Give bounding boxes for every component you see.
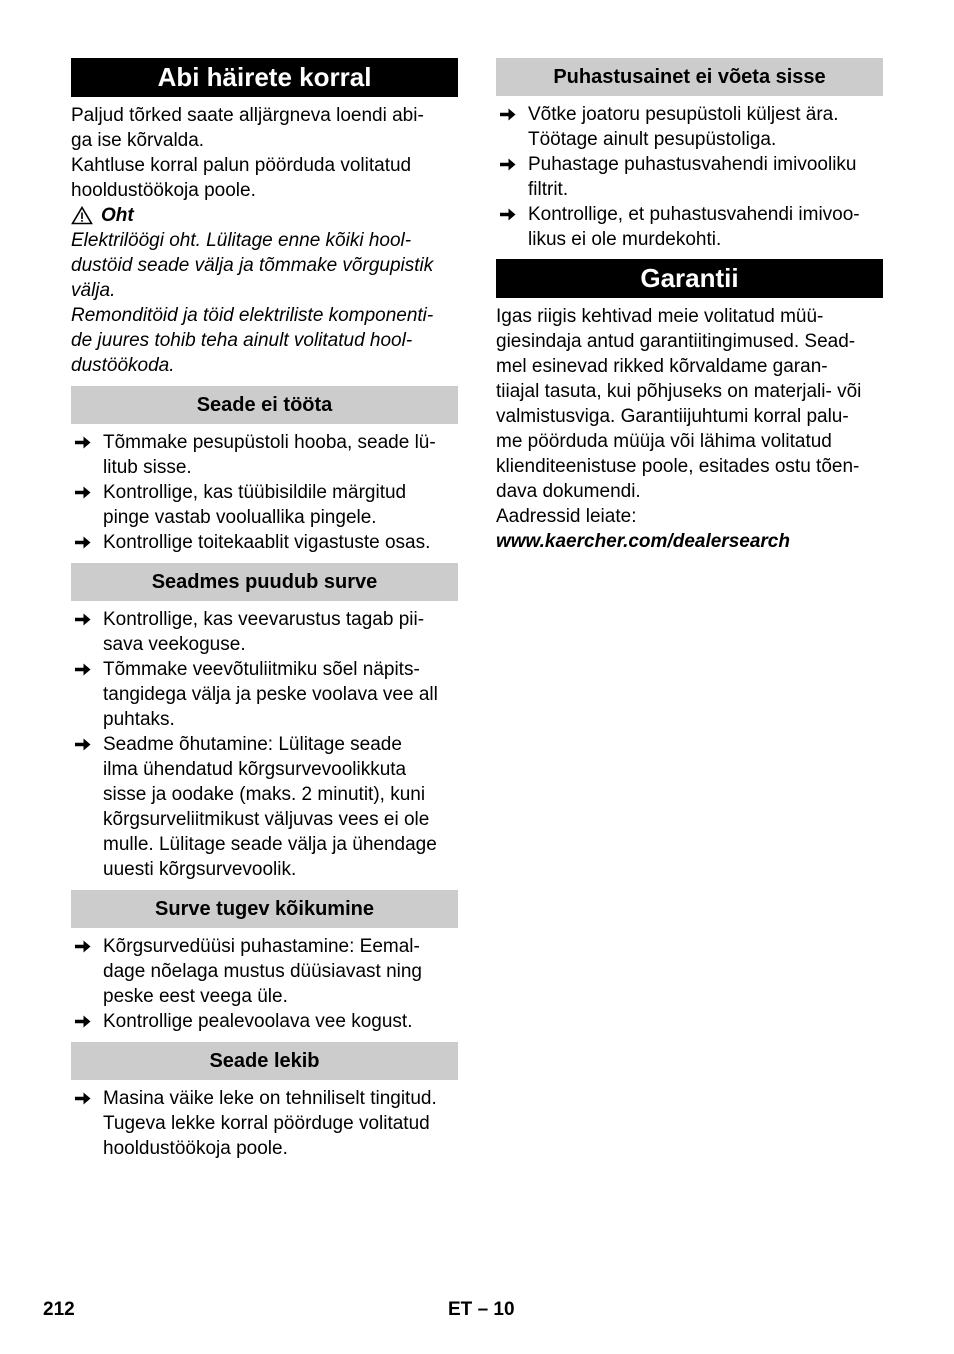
- step-text: Seadme õhutamine: Lülitage seade: [103, 734, 402, 755]
- section-heading: Seade lekib: [71, 1042, 458, 1080]
- arrow-right-icon: [75, 1015, 91, 1028]
- step-text: uuesti kõrgsurvevoolik.: [103, 859, 297, 880]
- step-list: [71, 934, 458, 1034]
- step-text: Kontrollige, kas tüübisildile märgitud: [103, 482, 407, 503]
- step-text: hooldustöökoja poole.: [103, 1138, 288, 1159]
- step-text: Kontrollige toitekaablit vigastuste osas.: [103, 532, 431, 553]
- arrow-right-icon: [500, 158, 516, 171]
- step-item: [71, 607, 458, 657]
- warning-label: Oht: [101, 205, 134, 226]
- step-text: sisse ja oodake (maks. 2 minutit), kuni: [103, 784, 426, 805]
- step-text: peske eest veega üle.: [103, 986, 288, 1007]
- step-item: [496, 152, 883, 202]
- step-text: kõrgsurveliitmikust väljuvas vees ei ole: [103, 809, 430, 830]
- step-item: [71, 732, 458, 882]
- section-heading: Seade ei tööta: [71, 386, 458, 424]
- step-item: [71, 1086, 458, 1161]
- step-item: [71, 934, 458, 1009]
- arrow-right-icon: [500, 208, 516, 221]
- arrow-right-icon: [75, 1092, 91, 1105]
- step-list: [71, 607, 458, 882]
- left-column: [71, 58, 458, 1161]
- text-line: dustöökoda.: [71, 355, 175, 376]
- step-text: Tõmmake veevõtuliitmiku sõel näpits-: [103, 659, 420, 680]
- footer-section-page: – 10: [477, 1299, 515, 1320]
- step-text: mulle. Lülitage seade välja ja ühendage: [103, 834, 437, 855]
- section-heading: Puhastusainet ei võeta sisse: [496, 58, 883, 96]
- text-line: me pöörduda müüja või lähima volitatud: [496, 431, 832, 452]
- text-line: mel esinevad rikked kõrvaldame garan-: [496, 356, 828, 377]
- arrow-right-icon: [75, 536, 91, 549]
- troubleshooting-sections: [71, 386, 458, 1161]
- step-list: [71, 1086, 458, 1161]
- step-text: puhtaks.: [103, 709, 175, 730]
- step-text: Töötage ainult pesupüstoliga.: [528, 129, 777, 150]
- step-item: [496, 102, 883, 152]
- step-item: [496, 202, 883, 252]
- section-heading: Seadmes puudub surve: [71, 563, 458, 601]
- step-text: Kontrollige, kas veevarustus tagab pii-: [103, 609, 425, 630]
- guarantee-text: [496, 304, 883, 529]
- text-line: Elektrilöögi oht. Lülitage enne kõiki hool-: [71, 230, 412, 251]
- text-line: de juures tohib teha ainult volitatud hool-: [71, 330, 413, 351]
- footer-section-label: ET: [448, 1299, 473, 1320]
- text-line: tiiajal tasuta, kui põhjuseks on materjali- või: [496, 381, 862, 402]
- section-heading: Surve tugev kõikumine: [71, 890, 458, 928]
- step-list: [496, 102, 883, 252]
- step-text: sava veekoguse.: [103, 634, 246, 655]
- warning-heading: [71, 203, 458, 228]
- step-list: [71, 430, 458, 555]
- text-line: Kahtluse korral palun pöörduda volitatud: [71, 155, 412, 176]
- arrow-right-icon: [500, 108, 516, 121]
- text-line: Paljud tõrked saate alljärgneva loendi abi-: [71, 105, 424, 126]
- text-line: dustöid seade välja ja tõmmake võrgupistik: [71, 255, 434, 276]
- warning-text: [71, 228, 458, 378]
- step-item: [71, 657, 458, 732]
- text-line: dava dokumendi.: [496, 481, 641, 502]
- arrow-right-icon: [75, 663, 91, 676]
- step-text: litub sisse.: [103, 457, 192, 478]
- step-text: Masina väike leke on tehniliselt tingitud.: [103, 1088, 437, 1109]
- step-text: Võtke joatoru pesupüstoli küljest ära.: [528, 104, 839, 125]
- text-line: ga ise kõrvalda.: [71, 130, 205, 151]
- arrow-right-icon: [75, 940, 91, 953]
- step-text: Kõrgsurvedüüsi puhastamine: Eemal-: [103, 936, 420, 957]
- step-text: tangidega välja ja peske voolava vee all: [103, 684, 438, 705]
- dealer-search-link[interactable]: www.kaercher.com/dealersearch: [496, 531, 790, 552]
- step-text: pinge vastab vooluallika pingele.: [103, 507, 377, 528]
- step-text: Tugeva lekke korral pöörduge volitatud: [103, 1113, 430, 1134]
- step-text: Kontrollige, et puhastusvahendi imivoo-: [528, 204, 860, 225]
- page-title: Abi häirete korral: [71, 58, 458, 97]
- text-line: Igas riigis kehtivad meie volitatud müü-: [496, 306, 824, 327]
- step-text: Kontrollige pealevoolava vee kogust.: [103, 1011, 413, 1032]
- step-text: likus ei ole murdekohti.: [528, 229, 722, 250]
- intro-text: [71, 103, 458, 203]
- guarantee-title: Garantii: [496, 259, 883, 298]
- step-item: [71, 430, 458, 480]
- arrow-right-icon: [75, 436, 91, 449]
- text-line: giesindaja antud garantiitingimused. Sead-: [496, 331, 856, 352]
- text-line: Aadressid leiate:: [496, 506, 637, 527]
- arrow-right-icon: [75, 486, 91, 499]
- warning-triangle-icon: [71, 206, 93, 225]
- step-text: Puhastage puhastusvahendi imivooliku: [528, 154, 857, 175]
- text-line: hooldustöökoja poole.: [71, 180, 256, 201]
- text-line: Remonditöid ja töid elektriliste komponenti-: [71, 305, 434, 326]
- step-item: [71, 480, 458, 530]
- text-line: klienditeenistuse poole, esitades ostu tõen-: [496, 456, 860, 477]
- step-item: [71, 1009, 458, 1034]
- footer-section: [448, 1297, 515, 1322]
- step-text: ilma ühendatud kõrgsurvevoolikkuta: [103, 759, 407, 780]
- text-line: välja.: [71, 280, 116, 301]
- step-text: dage nõelaga mustus düüsiavast ning: [103, 961, 423, 982]
- right-column: [496, 58, 883, 554]
- text-line: valmistusviga. Garantiijuhtumi korral palu-: [496, 406, 849, 427]
- step-item: [71, 530, 458, 555]
- step-text: filtrit.: [528, 179, 569, 200]
- arrow-right-icon: [75, 738, 91, 751]
- step-text: Tõmmake pesupüstoli hooba, seade lü-: [103, 432, 436, 453]
- arrow-right-icon: [75, 613, 91, 626]
- page-number: 212: [43, 1299, 75, 1320]
